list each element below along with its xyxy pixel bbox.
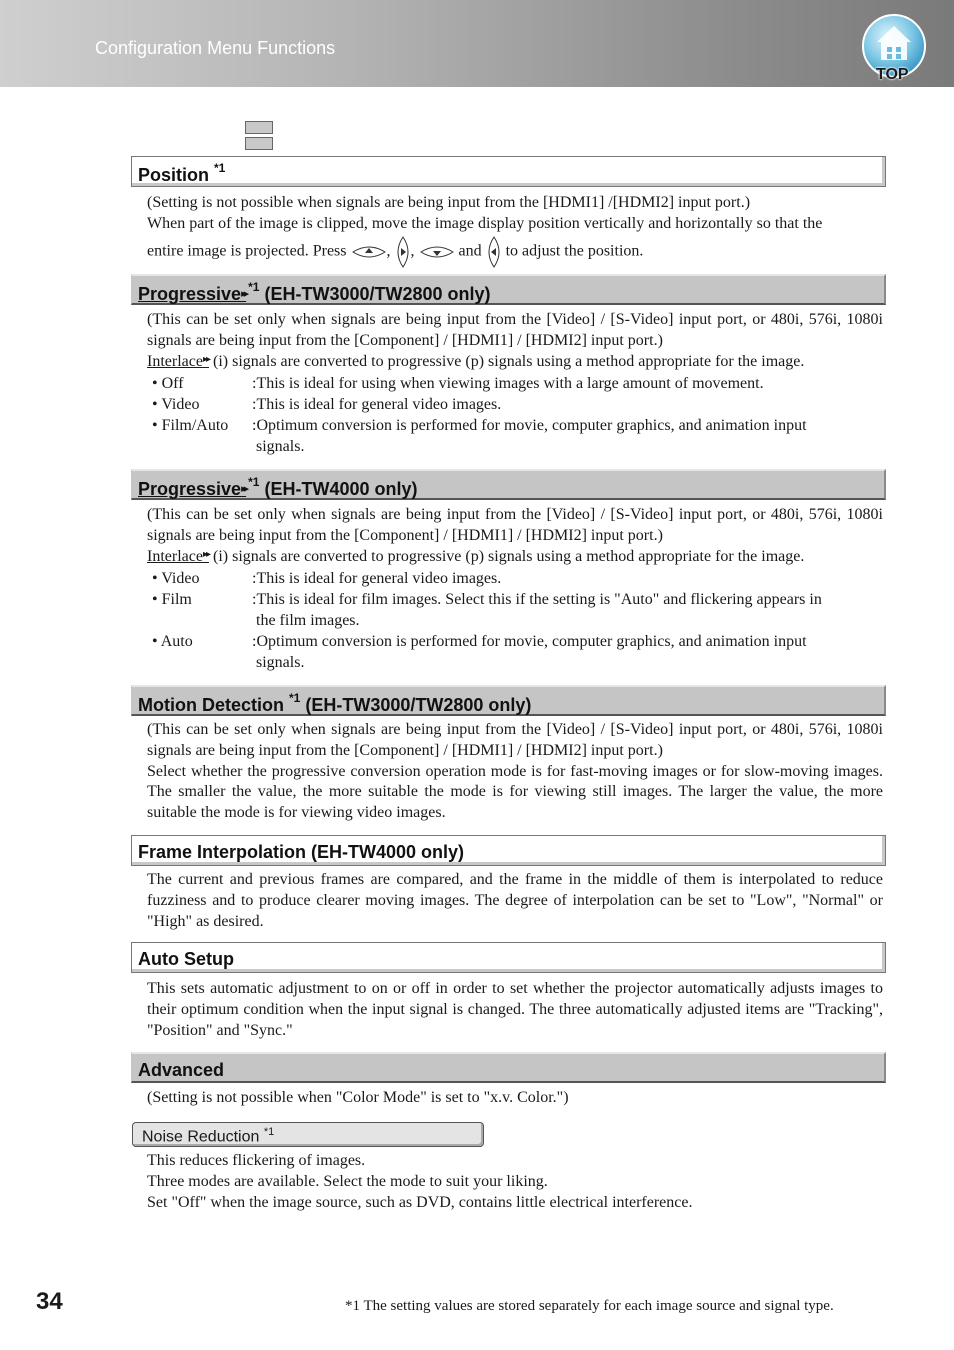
text: to adjust the position. [505, 242, 644, 260]
option-desc: :Optimum conversion is performed for movie, computer graphics, and animation input [252, 416, 807, 434]
separator: , [386, 242, 391, 260]
footnote-ref: *1 [214, 161, 226, 175]
section-motion-detection-header [131, 685, 886, 716]
paragraph: This reduces flickering of images. [147, 1152, 366, 1169]
option-name: • Off [152, 375, 184, 393]
option-name: • Film [152, 591, 192, 609]
section-suffix: (EH-TW3000/TW2800 only) [305, 695, 532, 715]
option-row [147, 374, 883, 395]
section-suffix: (EH-TW4000 only) [264, 479, 418, 499]
glossary-link-interlace[interactable]: Interlace▸▸ [147, 352, 209, 370]
up-button-icon [351, 244, 387, 260]
section-progressive-2-body [147, 505, 883, 673]
paragraph [147, 547, 883, 570]
text: and [458, 242, 482, 260]
section-position-header [131, 156, 886, 187]
section-progressive-1-body [147, 310, 883, 458]
option-desc-cont: the film images. [256, 611, 360, 629]
paragraph: Set "Off" when the image source, such as DVD, contains little electrical interference. [147, 1193, 693, 1211]
subsection-noise-reduction-header [132, 1122, 484, 1147]
section-auto-setup-body [147, 979, 883, 1041]
top-button[interactable] [860, 13, 928, 85]
paragraph [147, 352, 883, 375]
section-frame-interpolation-body [147, 870, 883, 932]
separator: , [410, 242, 415, 260]
section-advanced-header [131, 1052, 886, 1083]
section-progressive-1-header [131, 274, 886, 305]
menu-tab-box [245, 121, 273, 134]
footnote-ref: *1 [248, 475, 260, 489]
text: (i) signals are converted to progressive (p) signals using a method appropriate for the image. [213, 352, 805, 370]
glossary-link-progressive[interactable]: Progressive▸▸ [138, 479, 247, 499]
paragraph: (This can be set only when signals are being input from the [Video] / [S-Video] input port, or 480i, 576i, 1080i signals are being input from the [Component] / [HDMI1] / [HDMI2] input port.) [147, 506, 883, 544]
section-title: Position [138, 165, 209, 185]
section-auto-setup-header [131, 942, 886, 973]
page-header [0, 0, 954, 87]
option-desc: :This is ideal for general video images. [252, 396, 502, 414]
option-desc: :This is ideal for using when viewing images with a large amount of movement. [252, 375, 764, 393]
option-row [147, 632, 883, 674]
paragraph [147, 235, 883, 269]
right-button-icon [395, 235, 411, 269]
glossary-link-interlace[interactable]: Interlace▸▸ [147, 547, 209, 565]
option-desc-cont: signals. [256, 437, 305, 455]
paragraph: (This can be set only when signals are being input from the [Video] / [S-Video] input port, or 480i, 576i, 1080i signals are being input from the [Component] / [HDMI1] / [HDMI2] input port.) [147, 311, 883, 349]
section-frame-interpolation-header [131, 835, 886, 866]
paragraph: (Setting is not possible when signals are being input from the [HDMI1] /[HDMI2] input port.) [147, 194, 751, 211]
section-suffix: (EH-TW3000/TW2800 only) [264, 284, 491, 304]
paragraph: The current and previous frames are compared, and the frame in the middle of them is interpolated to reduce fuzziness and to produce clearer moving images. The degree of interpolation can be set to "Low", "Normal" or "High" as desired. [147, 871, 883, 930]
option-row [147, 416, 883, 458]
option-name: • Film/Auto [152, 416, 229, 434]
option-name: • Video [152, 570, 200, 588]
arrow-icon: ▸▸ [241, 288, 247, 300]
menu-tab-box [245, 137, 273, 150]
page-number: 34 [36, 1288, 63, 1315]
section-progressive-2-header [131, 469, 886, 500]
footnote-ref: *1 [263, 1126, 275, 1138]
paragraph: When part of the image is clipped, move the image display position vertically and horizontally so that the [147, 214, 823, 232]
option-row [147, 590, 883, 632]
down-button-icon [419, 244, 455, 260]
paragraph: (Setting is not possible when "Color Mode" is set to "x.v. Color.") [147, 1089, 569, 1106]
arrow-icon: ▸▸ [241, 483, 247, 495]
option-row [147, 395, 883, 416]
paragraph: Three modes are available. Select the mode to suit your liking. [147, 1172, 548, 1190]
option-row [147, 569, 883, 590]
arrow-icon: ▸▸ [202, 548, 209, 560]
text: (i) signals are converted to progressive (p) signals using a method appropriate for the image. [213, 547, 805, 565]
footnote-ref: *1 [289, 691, 301, 705]
arrow-icon: ▸▸ [202, 353, 209, 365]
option-desc: :This is ideal for general video images. [252, 570, 502, 588]
subsection-title: Noise Reduction [142, 1128, 260, 1146]
paragraph: (This can be set only when signals are being input from the [Video] / [S-Video] input port, or 480i, 576i, 1080i signals are being input from the [Component] / [HDMI1] / [HDMI2] input port.) [147, 721, 883, 759]
footnote-ref: *1 [248, 280, 260, 294]
option-name: • Auto [152, 632, 193, 650]
section-title: Frame Interpolation (EH-TW4000 only) [138, 842, 465, 862]
section-position-body [147, 193, 883, 269]
section-motion-detection-body [147, 720, 883, 824]
header-title: Configuration Menu Functions [95, 38, 336, 58]
paragraph: Select whether the progressive conversion operation mode is for fast-moving images or for slow-moving images. The smaller the value, the more suitable the mode is for viewing still images. The larger the value, the more suitable the mode is for viewing video images. [147, 762, 883, 822]
option-desc: :Optimum conversion is performed for movie, computer graphics, and animation input [252, 632, 807, 650]
left-button-icon [486, 235, 502, 269]
top-label: TOP [876, 66, 909, 83]
menu-tabs [245, 121, 273, 153]
paragraph: This sets automatic adjustment to on or off in order to set whether the projector automatically adjusts images to their optimum condition when the input signal is changed. The three automatically adjusted items are "Tracking", "Position" and "Sync." [147, 980, 883, 1039]
glossary-link-progressive[interactable]: Progressive▸▸ [138, 284, 247, 304]
option-desc: :This is ideal for film images. Select this if the setting is "Auto" and flickering appears in [252, 591, 822, 609]
footnote: *1 The setting values are stored separately for each image source and signal type. [345, 1298, 834, 1314]
option-name: • Video [152, 396, 200, 414]
text: entire image is projected. Press [147, 242, 347, 260]
section-advanced-body [147, 1088, 883, 1109]
section-title: Auto Setup [138, 949, 234, 969]
subsection-noise-reduction-body [147, 1151, 883, 1213]
section-title: Motion Detection [138, 695, 284, 715]
option-desc-cont: signals. [256, 653, 305, 671]
section-title: Advanced [138, 1060, 225, 1080]
